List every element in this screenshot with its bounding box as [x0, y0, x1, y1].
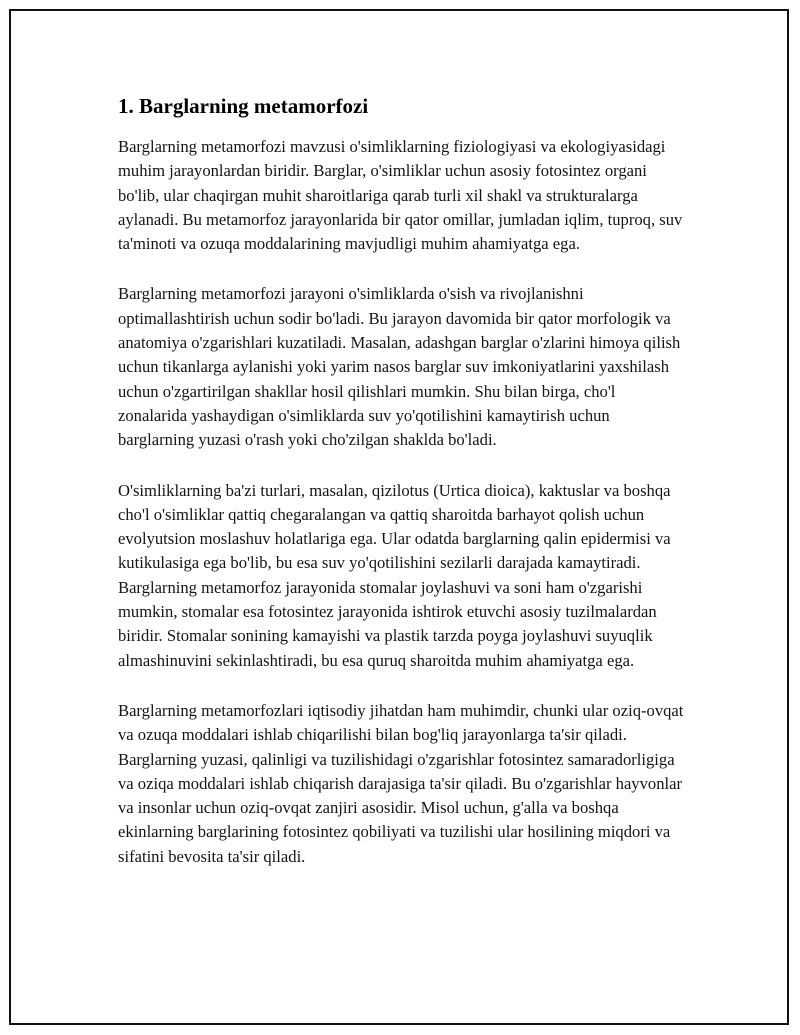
paragraph-2: Barglarning metamorfozi jarayoni o'simliklarda o'sish va rivojlanishni optimallashtirish uchun sodir bo'ladi. Bu jarayon davomida bir qator morfologik va anatomiya o'zgarishlari kuzatiladi. Masalan, adashgan barglar o'zlarini himoya qilish uchun tikanlarga aylanishi yoki yarim nasos barglar suv imkoniyatlarini yaxshilash uchun o'zgartirilgan shakllar hosil qilishlari mumkin. Shu bilan birga, cho'l zonalarida yashaydigan o'simliklarda suv yo'qotilishini kamaytirish uchun barglarning yuzasi o'rash yoki cho'zilgan shaklda bo'ladi. [118, 284, 681, 450]
paragraph-1: Barglarning metamorfozi mavzusi o'simliklarning fiziologiyasi va ekologiyasidagi muhim jarayonlardan biridir. Barglar, o'simliklar uchun asosiy fotosintez organi bo'lib, ular chaqirgan muhit sharoitlariga qarab turli xil shakl va strukturalarga aylanadi. Bu metamorfoz jarayonlarida bir qator omillar, jumladan iqlim, tuproq, suv ta'minoti va ozuqa moddalarining mavjudligi muhim ahamiyatga ega. [118, 137, 683, 254]
paragraph-3: O'simliklarning ba'zi turlari, masalan, qizilotus (Urtica dioica), kaktuslar va boshqa cho'l o'simliklar qattiq chegaralangan va qattiq sharoitda barhayot qolish uchun evolyutsion moslashuv holatlariga ega. Ular odatda barglarning qalin epidermisi va kutikulasiga ega bo'lib, bu esa suv yo'qotilishini sezilarli darajada kamaytiradi. Barglarning metamorfoz jarayonida stomalar joylashuvi va soni ham o'zgarishi mumkin, stomalar esa fotosintez jarayonida ishtirok etuvchi asosiy tuzilmalardan biridir. Stomalar sonining kamayishi va plastik tarzda poyga joylashuvi suyuqlik almashinuvini sekinlashtiradi, bu esa quruq sharoitda muhim ahamiyatga ega. [118, 480, 671, 670]
section-heading: 1. Barglarning metamorfozi [118, 94, 369, 118]
paragraph-4: Barglarning metamorfozlari iqtisodiy jihatdan ham muhimdir, chunki ular oziq-ovqat va ozuqa moddalari ishlab chiqarilishi bilan bog'liq jarayonlarga ta'sir qiladi. Barglarning yuzasi, qalinligi va tuzilishidagi o'zgarishlar fotosintez samaradorligiga va oziqa moddalari ishlab chiqarish darajasiga ta'sir qiladi. Bu o'zgarishlar hayvonlar va insonlar uchun oziq-ovqat zanjiri asosidir. Misol uchun, g'alla va boshqa ekinlarning barglarining fotosintez qobiliyati va tuzilishi ular hosilining miqdori va sifatini bevosita ta'sir qiladi. [118, 700, 684, 866]
document-body [118, 92, 684, 895]
